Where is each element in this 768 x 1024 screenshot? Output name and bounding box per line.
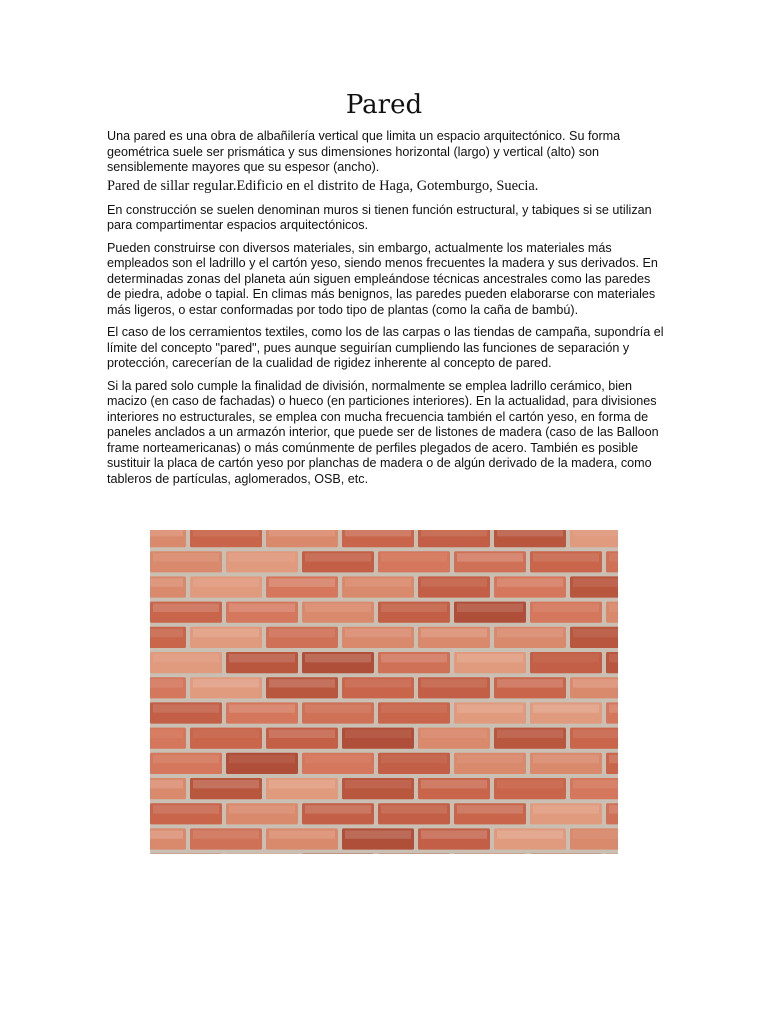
brick-highlight [345,530,411,536]
page-title: Pared [345,90,423,120]
brick-highlight [150,578,183,586]
brick-highlight [421,730,487,738]
brick-highlight [345,578,411,586]
brick-highlight [381,553,447,561]
brick-highlight [497,780,563,788]
brick-highlight [269,730,335,738]
brick-highlight [269,830,335,838]
brick-highlight [269,629,335,637]
brick-highlight [193,530,259,536]
brick-highlight [609,704,618,712]
image-caption: Pared de sillar regular.Edificio en el distrito de Haga, Gotemburgo, Suecia. [107,177,539,194]
brick-highlight [345,730,411,738]
brick-highlight [153,755,219,763]
brick-highlight [533,654,599,662]
brick-highlight [269,679,335,687]
brick-highlight [345,830,411,838]
brick-highlight [229,805,295,813]
brick-highlight [497,830,563,838]
brick-highlight [381,604,447,612]
brick-highlight [150,830,183,838]
brick-highlight [497,629,563,637]
brick-highlight [381,755,447,763]
brick-highlight [497,530,563,536]
brick-highlight [345,780,411,788]
brick-highlight [573,730,618,738]
brick-highlight [457,755,523,763]
brick-highlight [150,730,183,738]
brick-highlight [193,629,259,637]
brick-highlight [573,629,618,637]
brick-highlight [381,654,447,662]
brick-highlight [533,755,599,763]
brick-highlight [533,704,599,712]
brick-highlight [269,530,335,536]
article-body [107,129,667,494]
brick-highlight [533,805,599,813]
brick-highlight [305,604,371,612]
brick-highlight [497,730,563,738]
brick-highlight [153,654,219,662]
intro-paragraph: Una pared es una obra de albañilería vertical que limita un espacio arquitectónico. Su forma geométrica suele ser prismática y sus dimensiones horizontal (largo) y vertical (alto) son sensiblemente mayores que su espesor (ancho). [107,129,621,174]
brick-highlight [421,578,487,586]
brick-highlight [150,530,183,536]
brick-highlight [193,780,259,788]
brick-wall-photo [150,530,618,854]
brick-highlight [193,679,259,687]
brick-highlight [573,830,618,838]
brick-highlight [345,679,411,687]
textiles-paragraph: El caso de los cerramientos textiles, como los de las carpas o las tiendas de campaña, supondría el límite del concepto "pared", pues aunque seguirían cumpliendo las funciones de separación y protección, carecerían de la cualidad de rigidez inherente al concepto de pared. [107,325,664,370]
brick-highlight [269,578,335,586]
brick-highlight [150,679,183,687]
brick-highlight [497,578,563,586]
brick-highlight [573,530,618,536]
brick-highlight [229,654,295,662]
brick-highlight [573,679,618,687]
brick-highlight [229,553,295,561]
brick-highlight [533,604,599,612]
brick-highlight [229,704,295,712]
brick-highlight [153,805,219,813]
brick-highlight [150,629,183,637]
brick-highlight [497,679,563,687]
brick-highlight [421,830,487,838]
brick-highlight [229,604,295,612]
brick-highlight [609,604,618,612]
brick-highlight [305,553,371,561]
construction-paragraph: En construcción se suelen denominan muros si tienen función estructural, y tabiques si se utilizan para compartimentar espacios arquitectónicos. [107,202,652,232]
brick-wall-image [150,530,618,854]
brick-highlight [421,679,487,687]
brick-highlight [421,629,487,637]
brick-highlight [457,805,523,813]
brick-highlight [381,704,447,712]
brick-highlight [457,654,523,662]
brick-highlight [457,553,523,561]
brick-highlight [150,780,183,788]
brick-highlight [153,553,219,561]
brick-highlight [305,654,371,662]
brick-highlight [305,755,371,763]
brick-highlight [193,830,259,838]
brick-highlight [229,755,295,763]
brick-highlight [153,704,219,712]
brick-highlight [421,530,487,536]
division-paragraph: Si la pared solo cumple la finalidad de división, normalmente se emplea ladrillo cerámico, bien macizo (en caso de fachadas) o hueco (en particiones interiores). En la actualidad, para divisiones interiores no estructurales, se emplea con mucha frecuencia también el cartón yeso, en forma de paneles anclados a un armazón interior, que puede ser de listones de madera (caso de las Balloon frame norteamericanas) o más comúnmente de perfiles plegados de acero. También es posible sustituir la placa de cartón yeso por planchas de madera o de algún derivado de la madera, como tableros de partículas, aglomerados, OSB, etc. [107,378,659,486]
brick-highlight [609,755,618,763]
brick-highlight [609,654,618,662]
brick-highlight [305,805,371,813]
brick-highlight [305,704,371,712]
brick-highlight [421,780,487,788]
brick-highlight [193,730,259,738]
brick-highlight [573,780,618,788]
brick-highlight [153,604,219,612]
brick-highlight [457,604,523,612]
brick-highlight [609,805,618,813]
brick-highlight [457,704,523,712]
brick-highlight [381,805,447,813]
brick-highlight [193,578,259,586]
brick-highlight [269,780,335,788]
brick-highlight [345,629,411,637]
materials-paragraph: Pueden construirse con diversos materiales, sin embargo, actualmente los materiales más empleados son el ladrillo y el cartón yeso, siendo menos frecuentes la madera y sus derivados. En determinadas zonas del planeta aún siguen empleándose técnicas ancestrales como las paredes de piedra, adobe o tapial. En climas más benignos, las paredes pueden elaborarse con materiales más ligeros, o estar conformadas por todo tipo de plantas (como la caña de bambú). [107,240,658,317]
brick-highlight [609,553,618,561]
brick-highlight [573,578,618,586]
brick-highlight [533,553,599,561]
